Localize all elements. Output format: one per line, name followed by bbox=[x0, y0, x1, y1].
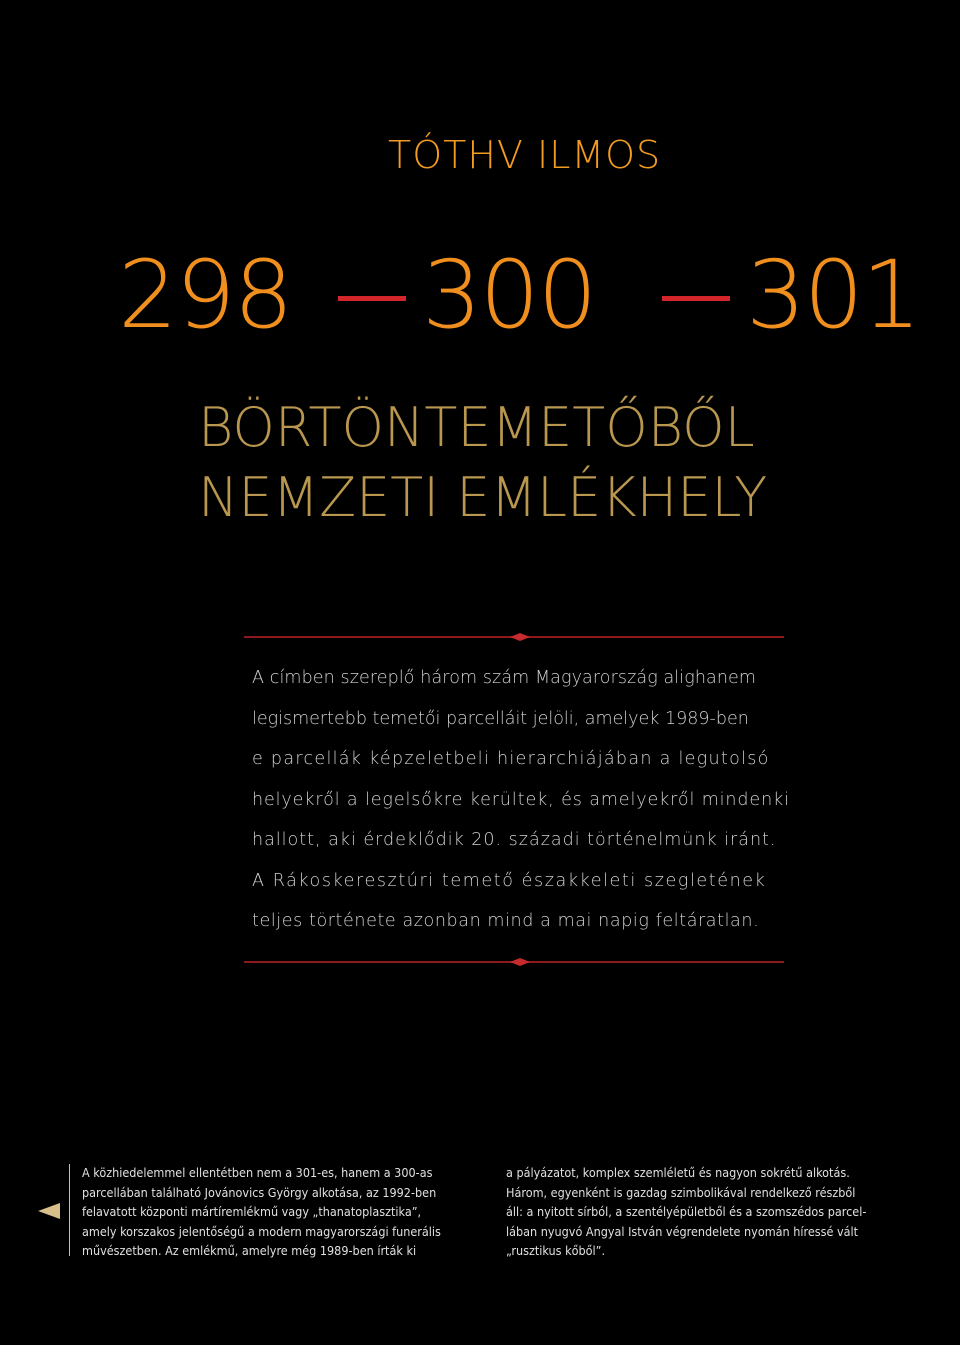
title-numbers bbox=[118, 241, 920, 350]
title-number-298: 298 bbox=[118, 241, 292, 350]
title-number-300: 300 bbox=[422, 241, 596, 350]
caption-line: a pályázatot, komplex szemléletű és nagyon sokrétű alkotás. bbox=[506, 1165, 850, 1180]
caption-line: amely korszakos jelentőségű a modern magyarországi funerális bbox=[82, 1223, 441, 1239]
caption-line: művészetben. Az emlékmű, amelyre még 1989-ben írták ki bbox=[82, 1243, 417, 1258]
diamond-ornament-icon bbox=[510, 633, 530, 641]
caption-line: Három, egyenként is gazdag szimbolikával rendelkező részből bbox=[506, 1184, 856, 1200]
lead-line: teljes története azonban mind a mai napig feltáratlan. bbox=[252, 911, 760, 931]
title-dash bbox=[662, 296, 730, 301]
caption-rule bbox=[69, 1164, 70, 1256]
caption-column-2 bbox=[506, 1163, 916, 1261]
lead-line: e parcellák képzeletbeli hierarchiájában a legutolsó bbox=[252, 749, 770, 769]
subtitle-line: NEMZETI EMLÉKHELY bbox=[198, 466, 768, 529]
caption-pointer-icon bbox=[38, 1203, 60, 1219]
title-number-301: 301 bbox=[746, 241, 920, 350]
caption-column-1 bbox=[82, 1163, 492, 1261]
lead-line: A Rákoskeresztúri temető északkeleti szegletének bbox=[252, 870, 767, 891]
caption-line: „rusztikus kőből”. bbox=[506, 1243, 606, 1258]
caption-line: A közhiedelemmel ellentétben nem a 301-es, hanem a 300-as bbox=[82, 1165, 433, 1180]
subtitle bbox=[198, 393, 767, 533]
lead-line: hallott, aki érdeklődik 20. századi történelmünk iránt. bbox=[252, 830, 777, 850]
subtitle-line: BÖRTÖNTEMETŐBŐL bbox=[198, 396, 755, 459]
caption-line: áll: a nyitott sírból, a szentélyépületből és a szomszédos parcel- bbox=[506, 1204, 867, 1219]
lead-line: legismertebb temetői parcelláit jelöli, amelyek 1989-ben bbox=[252, 708, 749, 729]
caption-line: parcellában található Jovánovics György alkotása, az 1992-ben bbox=[82, 1184, 437, 1200]
author-name: TÓTHV ILMOS bbox=[388, 133, 662, 177]
caption-line: lában nyugvó Angyal István végrendelete nyomán híressé vált bbox=[506, 1223, 859, 1239]
ornament-divider-top bbox=[244, 632, 784, 642]
diamond-ornament-icon bbox=[510, 958, 530, 966]
title-dash bbox=[338, 296, 406, 301]
caption-line: felavatott központi mártíremlékmű vagy „thanatoplasztika”, bbox=[82, 1204, 422, 1219]
lead-line: helyekről a legelsőkre kerültek, és amelyekről mindenki bbox=[252, 789, 790, 810]
ornament-divider-bottom bbox=[244, 957, 784, 967]
lead-paragraph bbox=[252, 658, 792, 942]
lead-line: A címben szereplő három szám Magyarország alighanem bbox=[252, 668, 757, 688]
